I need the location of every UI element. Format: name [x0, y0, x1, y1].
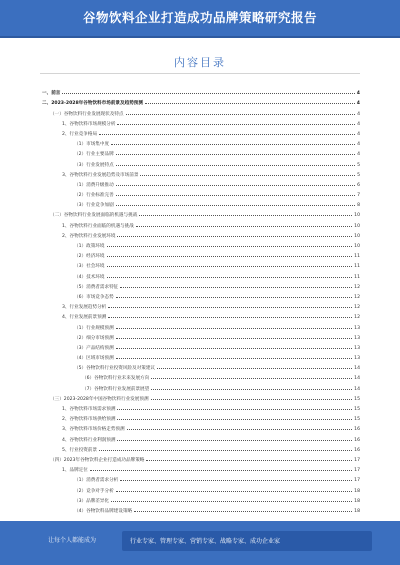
toc-leader-dots — [99, 450, 352, 451]
toc-entry-page: 5 — [357, 172, 360, 178]
report-title-banner — [0, 0, 400, 38]
toc-entry[interactable] — [42, 483, 360, 493]
toc-entry[interactable] — [42, 157, 360, 167]
toc-entry[interactable] — [42, 320, 360, 330]
toc-entry[interactable] — [42, 229, 360, 239]
toc-entry-label: 二、2023-2028年谷物饮料市场前景及趋势预测 — [42, 101, 143, 107]
toc-leader-dots — [108, 307, 352, 308]
toc-entry-label: 2、谷物饮料行业发展环境 — [62, 233, 116, 239]
toc-entry-label: 5、行业投资前景 — [62, 447, 98, 453]
toc-leader-dots — [136, 226, 352, 227]
footer-roles: 行业专家、管理专家、营销专家、战略专家、成功企业家 — [130, 538, 281, 545]
toc-entry-label: 3、谷物饮料市场价格走势预测 — [62, 427, 125, 433]
toc-entry-label: （1）行业规模预测 — [74, 325, 114, 331]
toc-entry-page: 16 — [354, 427, 360, 433]
toc-leader-dots — [117, 124, 355, 125]
toc-leader-dots — [116, 205, 355, 206]
toc-entry-label: 1、谷物饮料市场规模分析 — [62, 121, 116, 127]
toc-entry-page: 17 — [354, 478, 360, 484]
footer-slogan: 让每个人都能成为 — [48, 537, 97, 544]
toc-entry[interactable] — [42, 86, 360, 96]
toc-entry[interactable] — [42, 422, 360, 432]
toc-entry-label: （3）行业发展特点 — [74, 162, 114, 168]
toc-entry-page: 4 — [356, 101, 360, 107]
toc-leader-dots — [107, 277, 353, 278]
toc-entry-label: （6）谷物饮料行业未来发展方向 — [82, 376, 150, 382]
toc-entry[interactable] — [42, 198, 360, 208]
toc-entry-page: 12 — [354, 284, 360, 290]
toc-entry[interactable] — [42, 218, 360, 228]
toc-entry-page: 13 — [354, 356, 360, 362]
toc-leader-dots — [99, 134, 355, 135]
toc-entry[interactable] — [42, 473, 360, 483]
toc-entry-page: 7 — [357, 193, 360, 199]
toc-leader-dots — [146, 460, 352, 461]
toc-leader-dots — [127, 429, 352, 430]
toc-entry-page: 12 — [354, 315, 360, 321]
toc-entry-label: （2）经济环境 — [74, 254, 105, 260]
toc-entry-label: （四）2023年谷物饮料企业打造成功品牌策略 — [50, 457, 145, 463]
toc-entry-label: 1、谷物饮料行业面临的机遇与挑战 — [62, 223, 134, 229]
toc-list — [42, 86, 360, 514]
toc-entry-label: （一）谷物饮料行业发展现状及特点 — [50, 111, 124, 117]
toc-entry-page: 4 — [357, 111, 360, 117]
toc-entry[interactable] — [42, 117, 360, 127]
toc-entry-page: 6 — [357, 182, 360, 188]
toc-leader-dots — [151, 378, 352, 379]
toc-entry[interactable] — [42, 504, 360, 514]
toc-entry-page: 10 — [354, 213, 360, 219]
toc-page — [30, 40, 370, 518]
toc-entry-label: 2、谷物饮料市场供给预测 — [62, 417, 116, 423]
toc-leader-dots — [116, 195, 355, 196]
toc-entry-label: （3）社会环境 — [74, 264, 105, 270]
toc-entry-label: （2）行业标准完善 — [74, 193, 114, 199]
toc-entry[interactable] — [42, 494, 360, 504]
toc-entry[interactable] — [42, 106, 360, 116]
toc-leader-dots — [107, 246, 353, 247]
toc-leader-dots — [145, 103, 355, 104]
toc-entry-page: 17 — [354, 468, 360, 474]
toc-leader-dots — [107, 266, 353, 267]
toc-entry[interactable] — [42, 280, 360, 290]
toc-entry-label: 一、前言 — [42, 91, 61, 97]
toc-entry-page: 8 — [357, 203, 360, 209]
toc-entry-page: 10 — [354, 244, 360, 249]
toc-leader-dots — [116, 328, 352, 329]
toc-entry-page: 4 — [357, 121, 360, 127]
toc-entry[interactable] — [42, 147, 360, 157]
toc-entry-page: 16 — [354, 447, 360, 453]
toc-entry[interactable] — [42, 310, 360, 320]
toc-entry-page: 12 — [354, 294, 360, 300]
toc-entry-label: （1）消费升级推动 — [74, 182, 114, 188]
toc-entry-page: 10 — [354, 223, 360, 229]
toc-entry[interactable] — [42, 178, 360, 188]
toc-entry-label: （1）政策环境 — [74, 244, 105, 249]
toc-entry-page: 4 — [357, 152, 360, 158]
toc-entry-label: （4）技术环境 — [74, 274, 105, 280]
toc-leader-dots — [117, 236, 352, 237]
toc-leader-dots — [120, 287, 352, 288]
toc-entry-label: 2、行业竞争格局 — [62, 131, 98, 137]
toc-entry[interactable] — [42, 127, 360, 137]
toc-entry-page: 5 — [357, 162, 360, 168]
toc-entry[interactable] — [42, 412, 360, 422]
toc-entry-label: 4、谷物饮料行业利润预测 — [62, 437, 116, 443]
toc-entry-label: （2）行业主要品牌 — [74, 152, 114, 158]
toc-entry-page: 14 — [354, 376, 360, 382]
toc-title: 内容目录 — [174, 56, 226, 69]
toc-entry-label: 1、品牌定位 — [62, 468, 88, 474]
toc-entry-page: 4 — [356, 91, 360, 97]
toc-entry[interactable] — [42, 137, 360, 147]
toc-leader-dots — [120, 480, 352, 481]
toc-entry-page: 14 — [354, 366, 360, 372]
toc-entry-page: 16 — [354, 437, 360, 443]
toc-entry-page: 10 — [354, 233, 360, 239]
toc-entry[interactable] — [42, 269, 360, 279]
toc-entry-label: 3、行业发展趋势分析 — [62, 305, 107, 311]
toc-leader-dots — [139, 215, 352, 216]
toc-entry-label: （5）消费者需求特征 — [74, 284, 119, 290]
toc-leader-dots — [157, 368, 352, 369]
toc-entry-page: 12 — [354, 305, 360, 311]
toc-entry-label: （7）谷物饮料行业发展前景展望 — [82, 386, 150, 392]
toc-divider — [40, 73, 360, 74]
toc-entry[interactable] — [42, 249, 360, 259]
toc-leader-dots — [151, 399, 353, 400]
toc-entry[interactable] — [42, 300, 360, 310]
toc-leader-dots — [116, 348, 352, 349]
toc-entry-label: （2）竞争对手分析 — [74, 488, 114, 494]
toc-entry[interactable] — [42, 96, 360, 106]
toc-leader-dots — [116, 185, 355, 186]
toc-entry[interactable] — [42, 463, 360, 473]
toc-entry-label: （4）谷物饮料品牌建设策略 — [74, 508, 133, 514]
toc-leader-dots — [116, 165, 355, 166]
toc-leader-dots — [62, 93, 354, 94]
toc-entry[interactable] — [42, 259, 360, 269]
toc-leader-dots — [116, 338, 352, 339]
toc-entry[interactable] — [42, 392, 360, 402]
toc-entry[interactable] — [42, 168, 360, 178]
toc-entry[interactable] — [42, 351, 360, 361]
toc-leader-dots — [111, 144, 355, 145]
toc-entry[interactable] — [42, 402, 360, 412]
toc-entry-label: （3）品牌差异化 — [74, 498, 110, 504]
toc-entry[interactable] — [42, 239, 360, 249]
toc-entry-page: 13 — [354, 335, 360, 341]
toc-entry-page: 4 — [357, 142, 360, 148]
toc-entry-label: （2）细分市场预测 — [74, 335, 114, 341]
toc-entry-page: 15 — [354, 396, 360, 402]
toc-leader-dots — [108, 317, 352, 318]
toc-entry[interactable] — [42, 331, 360, 341]
toc-entry[interactable] — [42, 381, 360, 391]
toc-entry-label: （三）2023-2028年中国谷物饮料行业发展预测 — [50, 396, 149, 402]
toc-entry-page: 13 — [354, 345, 360, 351]
toc-entry[interactable] — [42, 341, 360, 351]
toc-entry-page: 18 — [354, 508, 360, 514]
toc-leader-dots — [117, 409, 352, 410]
toc-entry-page: 18 — [354, 498, 360, 504]
toc-entry-page: 17 — [354, 457, 360, 463]
toc-entry-label: （3）产品结构预测 — [74, 345, 114, 351]
toc-entry-label: （5）谷物饮料行业投资风险及对策建议 — [74, 366, 156, 372]
toc-entry[interactable] — [42, 371, 360, 381]
toc-entry-label: （4）区域市场预测 — [74, 356, 114, 362]
toc-entry-page: 11 — [354, 274, 360, 280]
toc-entry-page: 13 — [354, 325, 360, 331]
toc-entry-page: 15 — [354, 407, 360, 412]
toc-entry-page: 18 — [354, 488, 360, 494]
toc-leader-dots — [116, 154, 355, 155]
toc-entry[interactable] — [42, 432, 360, 442]
toc-leader-dots — [90, 470, 352, 471]
toc-entry-label: （1）消费者需求分析 — [74, 478, 119, 484]
toc-leader-dots — [140, 175, 355, 176]
toc-entry-label: 1、谷物饮料市场需求预测 — [62, 407, 116, 412]
toc-entry-label: （1）市场集中度 — [74, 142, 110, 148]
toc-entry[interactable] — [42, 208, 360, 218]
toc-leader-dots — [116, 491, 352, 492]
toc-leader-dots — [111, 501, 352, 502]
toc-entry[interactable] — [42, 188, 360, 198]
footer-roles-box — [122, 531, 372, 551]
toc-entry-label: （6）市场竞争态势 — [74, 294, 114, 300]
toc-leader-dots — [134, 511, 352, 512]
toc-entry[interactable] — [42, 290, 360, 300]
toc-entry-page: 4 — [357, 131, 360, 137]
toc-leader-dots — [107, 256, 353, 257]
toc-entry[interactable] — [42, 453, 360, 463]
toc-entry-page: 11 — [354, 254, 360, 260]
toc-leader-dots — [116, 358, 352, 359]
toc-entry-label: 4、行业发展前景预测 — [62, 315, 107, 321]
toc-entry-label: （3）行业竞争加剧 — [74, 203, 114, 209]
toc-entry[interactable] — [42, 443, 360, 453]
toc-entry-label: 3、谷物饮料行业发展趋势及市场前景 — [62, 172, 139, 178]
footer-banner — [0, 521, 400, 565]
toc-leader-dots — [151, 389, 352, 390]
toc-entry[interactable] — [42, 361, 360, 371]
toc-entry-label: （二）谷物饮料行业发展面临的机遇与挑战 — [50, 213, 138, 219]
toc-leader-dots — [116, 297, 352, 298]
toc-leader-dots — [126, 114, 356, 115]
toc-leader-dots — [117, 440, 352, 441]
toc-entry-page: 14 — [354, 386, 360, 392]
toc-entry-page: 11 — [354, 264, 360, 270]
toc-leader-dots — [117, 419, 352, 420]
report-title: 谷物饮料企业打造成功品牌策略研究报告 — [82, 10, 317, 25]
toc-entry-page: 15 — [354, 417, 360, 423]
banner-accent-line — [0, 36, 400, 38]
